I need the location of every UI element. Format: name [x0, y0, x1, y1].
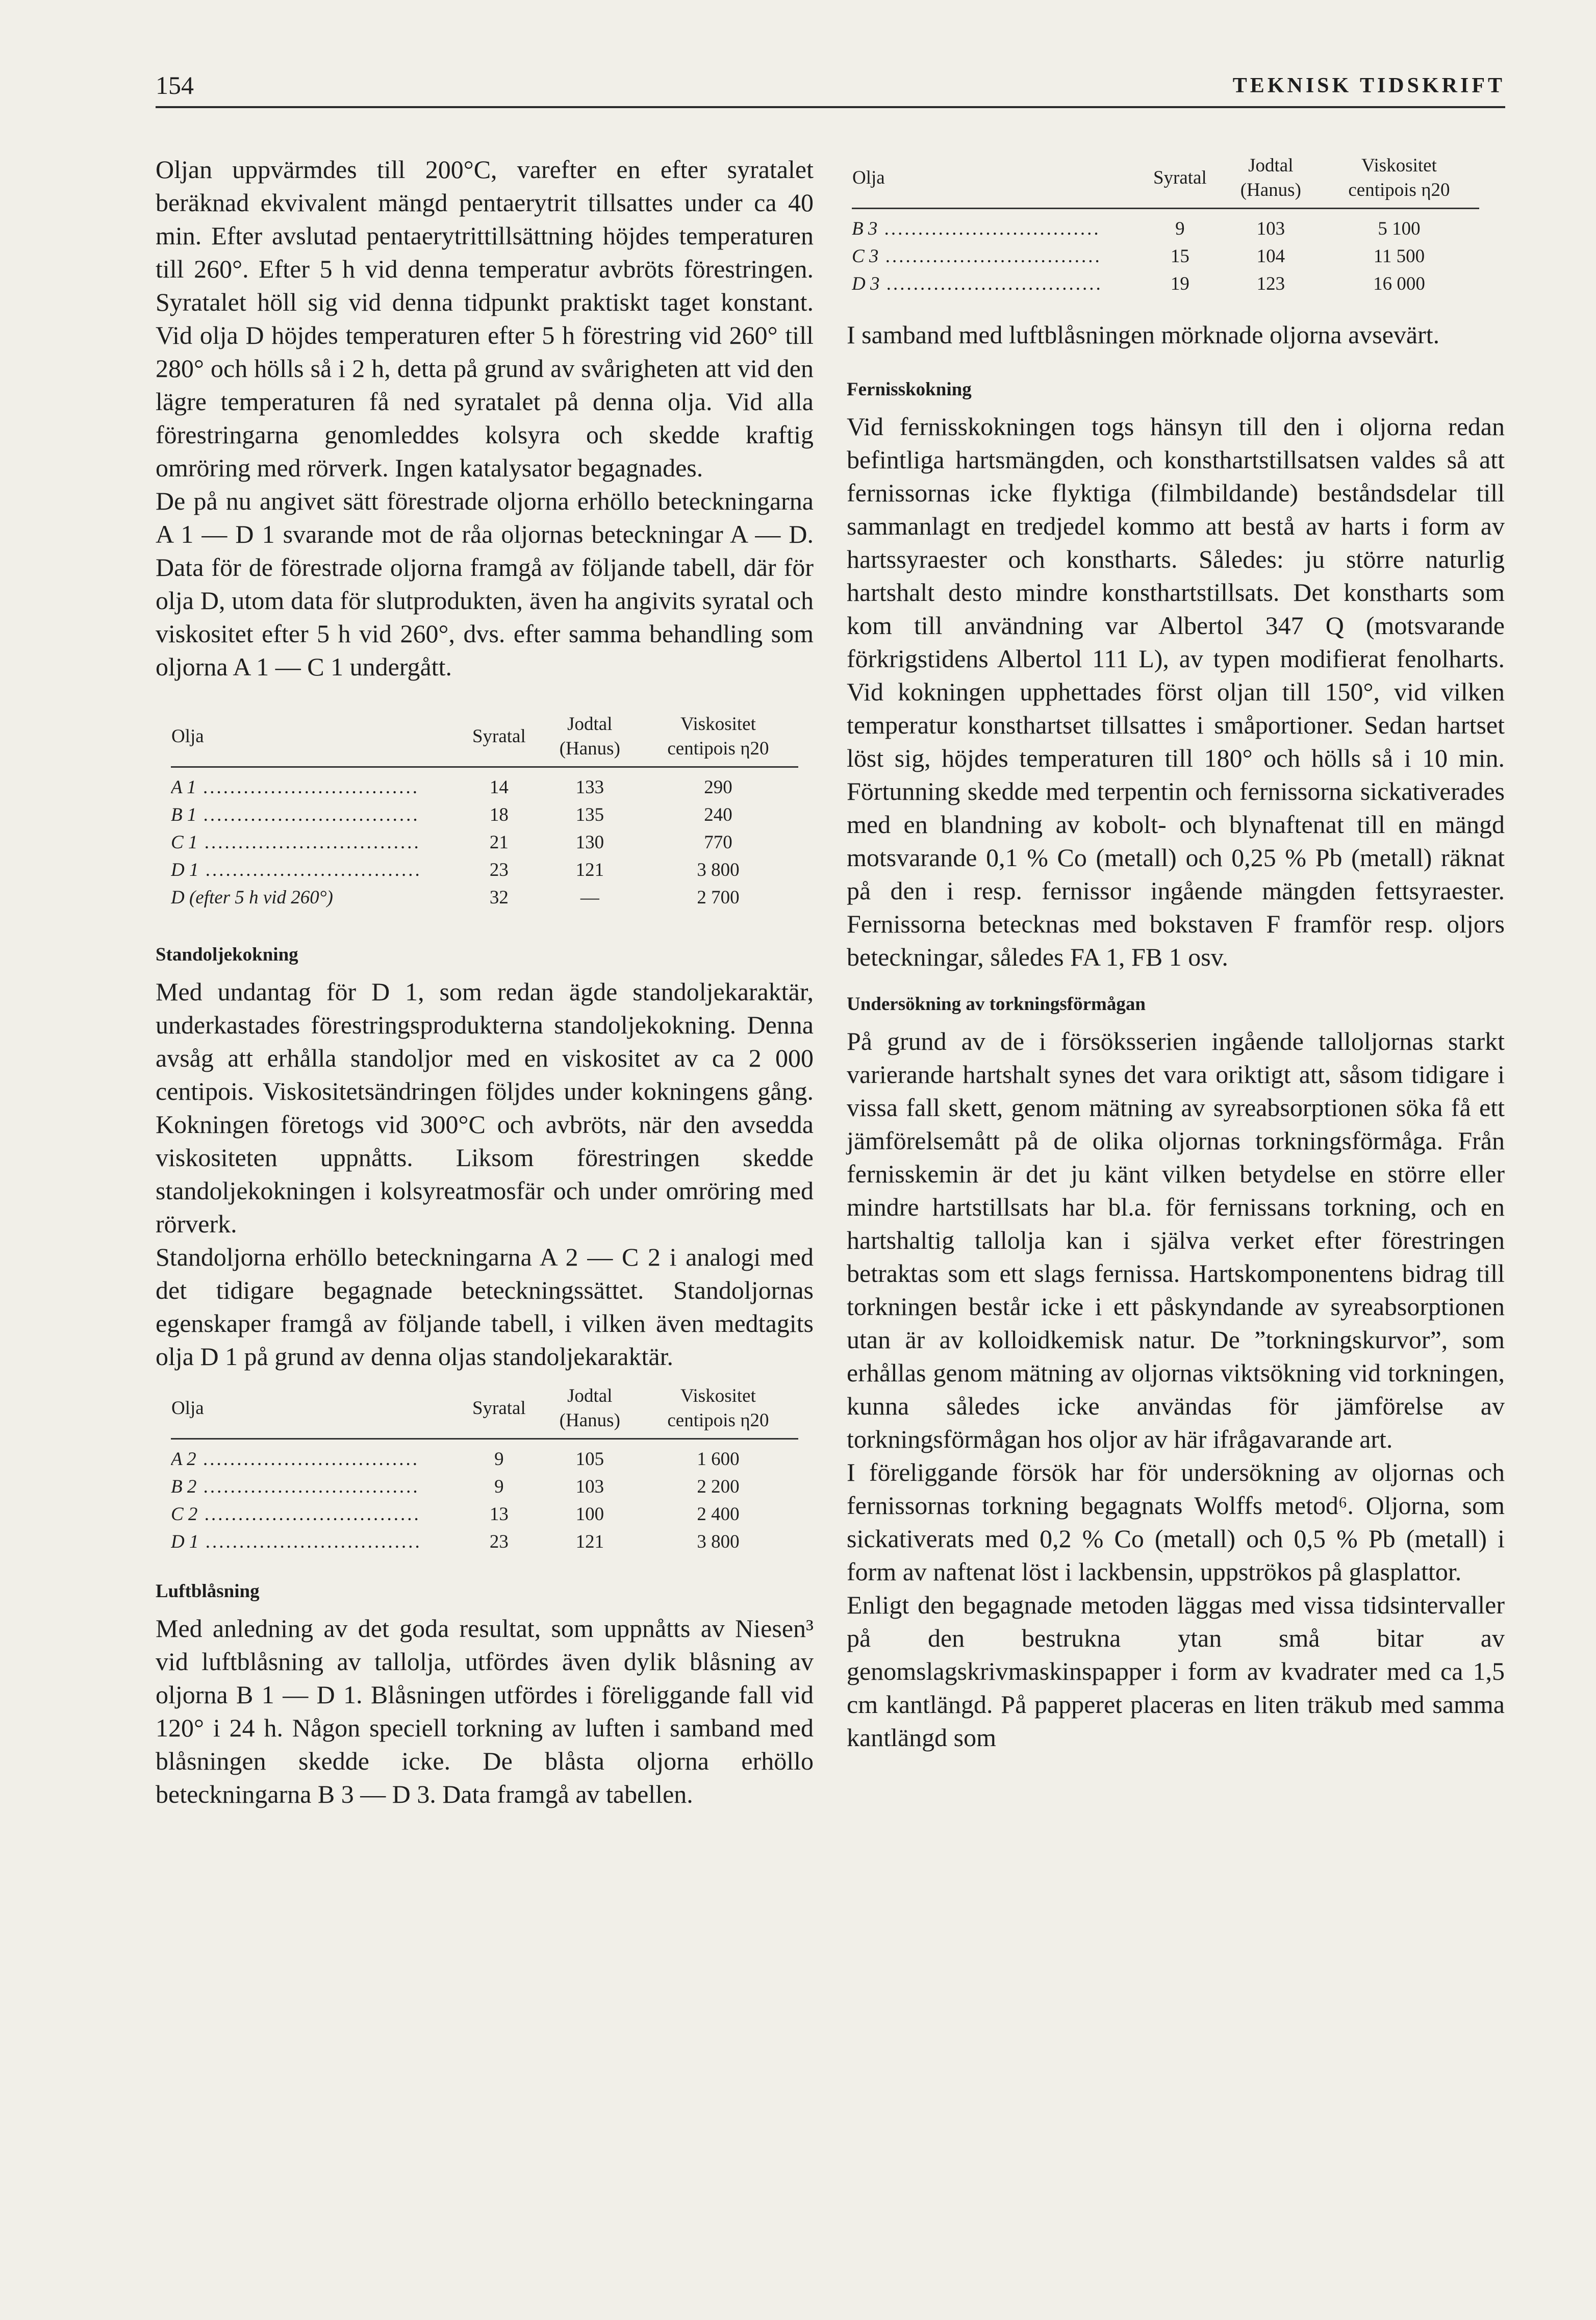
page-header: [156, 70, 1505, 108]
table-row: C 1 ................................ 21 130 770: [171, 832, 732, 853]
paragraph: Enligt den begagnade metoden läggas med vissa tidsintervaller på den bestrukna ytan små bitar av genomslagskrivmaskinspapper i form av kvadrater med ca 1,5 cm kantlängd. På papperet placeras en liten träkub med samma kantlängd som: [847, 1591, 1505, 1752]
table-row: D 1 ................................ 23 121 3 800: [171, 860, 740, 880]
col-header-viskositet: Viskositet centipois η20: [638, 712, 798, 767]
col-header-olja: Olja: [171, 712, 457, 767]
paragraph: Med undantag för D 1, som redan ägde standoljekaraktär, underkastades förestringsprodukterna standoljekokning. Denna avsåg att erhålla standoljor med en viskositet av ca 2 000 centipois. Viskositetsändringen följdes under kokningens gång. Kokningen företogs vid 300°C och avbröts, när den avsedda viskositeten uppnåtts. Liksom förestringen skedde standoljekokningen i kolsyreatmosfär och under omröring med rörverk.: [156, 977, 814, 1238]
col-header-syratal: Syratal: [1137, 153, 1223, 209]
col-header-olja: Olja: [171, 1383, 457, 1439]
section-heading: Fernisskokning: [847, 379, 972, 400]
col-header-viskositet: Viskositet centipois η20: [638, 1383, 798, 1439]
table-standoils: [171, 1383, 798, 1556]
table-row: D 3 ................................ 19 123 16 000: [852, 273, 1425, 294]
table-row: C 2 ................................ 13 100 2 400: [171, 1504, 740, 1525]
table-blown-oils: [852, 153, 1479, 298]
col-header-jodtal: Jodtal (Hanus): [542, 1383, 638, 1439]
table-row: B 3 ................................ 9 103 5 100: [852, 218, 1421, 239]
paragraph: Oljan uppvärmdes till 200°C, varefter en efter syratalet beräknad ekvivalent mängd pentaerytrit tillsattes under ca 40 min. Efter avslutad pentaerytrittillsättning höjdes temperaturen till 260°. Efter 5 h vid denna temperatur avbröts förestringen. Syratalet höll sig vid denna tidpunkt praktiskt taget konstant. Vid olja D höjdes temperaturen efter 5 h förestring vid 260° till 280° och hölls så i 2 h, detta på grund av svårigheten att vid den lägre temperaturen få ned syratalet på denna olja. Vid alla förestringarna genomleddes kolsyra och skedde kraftig omröring med rörverk. Ingen katalysator begagnades.: [156, 155, 814, 482]
paragraph: Vid fernisskokningen togs hänsyn till den i oljorna redan befintliga hartsmängden, och konsthartstillsatsen valdes så att fernissornas icke flyktiga (filmbildande) beståndsdelar till sammanlagt en tredjedel kommo att bestå av harts i form av hartssyraester och konstharts. Således: ju större naturlig hartshalt desto mindre konsthartstillsats. Det konstharts som kom till användning var Albertol 347 Q (motsvarande förkrigstidens Albertol 111 L), av typen modifierat fenolharts. Vid kokningen upphettades först oljan till 150°, vid vilken temperatur konsthartset tillsattes i småportioner. Sedan hartset löst sig, höjdes temperaturen till 180° och hölls så i 10 min. Förtunning skedde med terpentin och fernissorna sickativerades med en blandning av kobolt- och blynaftenat till en mängd motsvarande 0,1 % Co (metall) och 0,25 % Pb (metall) räknat på den i resp. fernissor ingående mängden fettsyraester. Fernissorna betecknas med bokstaven F framför resp. oljors beteckningar, således FA 1, FB 1 osv.: [847, 412, 1505, 971]
table-row: D 1 ................................ 23 121 3 800: [171, 1531, 740, 1552]
col-header-syratal: Syratal: [457, 1383, 542, 1439]
table-row: A 1 ................................ 14 133 290: [171, 777, 732, 798]
table-row: A 2 ................................ 9 105 1 600: [171, 1449, 740, 1470]
col-header-jodtal: Jodtal (Hanus): [542, 712, 638, 767]
table-row: B 2 ................................ 9 103 2 200: [171, 1476, 740, 1497]
paragraph: På grund av de i försöksserien ingående talloljornas starkt varierande hartshalt synes det vara oriktigt att, såsom tidigare i vissa fall skett, genom mätning av syreabsorptionen söka få ett jämförelsemått på de olika oljornas torkningsförmåga. Från fernisskemin är det ju känt vilken betydelse en större eller mindre hartstillsats har bl.a. för fernissans torkning, och en hartshaltig tallolja kan i själva verket efter förestringen betraktas som ett slags fernissa. Hartskomponentens bidrag till torkningen består icke i ett påskyndande av syreabsorptionen utan är av kolloidkemisk natur. De ”torkningskurvor”, som erhållas genom mätning av oljornas viktsökning vid torkningen, kunna således icke användas för jämförelse av torkningsförmågan hos oljor av här ifrågavarande art.: [847, 1027, 1505, 1453]
section-heading: Undersökning av torkningsförmågan: [847, 994, 1146, 1015]
col-header-viskositet: Viskositet centipois η20: [1319, 153, 1479, 209]
paragraph: Med anledning av det goda resultat, som uppnåtts av Niesen³ vid luftblåsning av tallolja, utfördes även dylik blåsning av oljorna B 1 — D 1. Blåsningen utfördes i föreliggande fall vid 120° i 24 h. Någon speciell torkning av luften i samband med blåsningen skedde icke. De blåsta oljorna erhöllo beteckningarna B 3 — D 3. Data framgå av tabellen.: [156, 1614, 814, 1808]
table-row: C 3 ................................ 15 104 11 500: [852, 246, 1425, 267]
paragraph: I samband med luftblåsningen mörknade oljorna avsevärt.: [847, 320, 1440, 349]
paragraph: I föreliggande försök har för undersökning av oljornas och fernissornas torkning begagnats Wolffs metod⁶. Oljorna, som sickativerats med 0,2 % Co (metall) och 0,5 % Pb (metall) i form av naftenat löst i lackbensin, uppströkos på glasplattor.: [847, 1458, 1505, 1586]
left-column: [156, 153, 814, 1811]
col-header-olja: Olja: [852, 153, 1137, 209]
col-header-syratal: Syratal: [457, 712, 542, 767]
right-column: [847, 153, 1505, 1754]
paragraph: Standoljorna erhöllo beteckningarna A 2 — C 2 i analogi med det tidigare begagnade beteckningssättet. Standoljornas egenskaper framgå av följande tabell, i vilken även medtagits olja D 1 på grund av denna oljas standoljekaraktär.: [156, 1243, 814, 1371]
table-row: B 1 ................................ 18 135 240: [171, 804, 732, 825]
col-header-jodtal: Jodtal (Hanus): [1223, 153, 1319, 209]
section-heading: Luftblåsning: [156, 1581, 260, 1602]
journal-title: TEKNISK TIDSKRIFT: [1232, 74, 1505, 97]
page-number: 154: [156, 71, 194, 99]
section-heading: Standoljekokning: [156, 944, 298, 965]
table-esterified-oils: [171, 712, 798, 912]
paragraph: De på nu angivet sätt förestrade oljorna erhöllo beteckningarna A 1 — D 1 svarande mot de råa oljornas beteckningar A — D. Data för de förestrade oljorna framgå av följande tabell, där för olja D, utom data för slutprodukten, även ha angivits syratal och viskositet efter 5 h vid 260°, dvs. efter samma behandling som oljorna A 1 — C 1 undergått.: [156, 487, 814, 681]
table-row: D (efter 5 h vid 260°) 32 — 2 700: [171, 887, 740, 908]
